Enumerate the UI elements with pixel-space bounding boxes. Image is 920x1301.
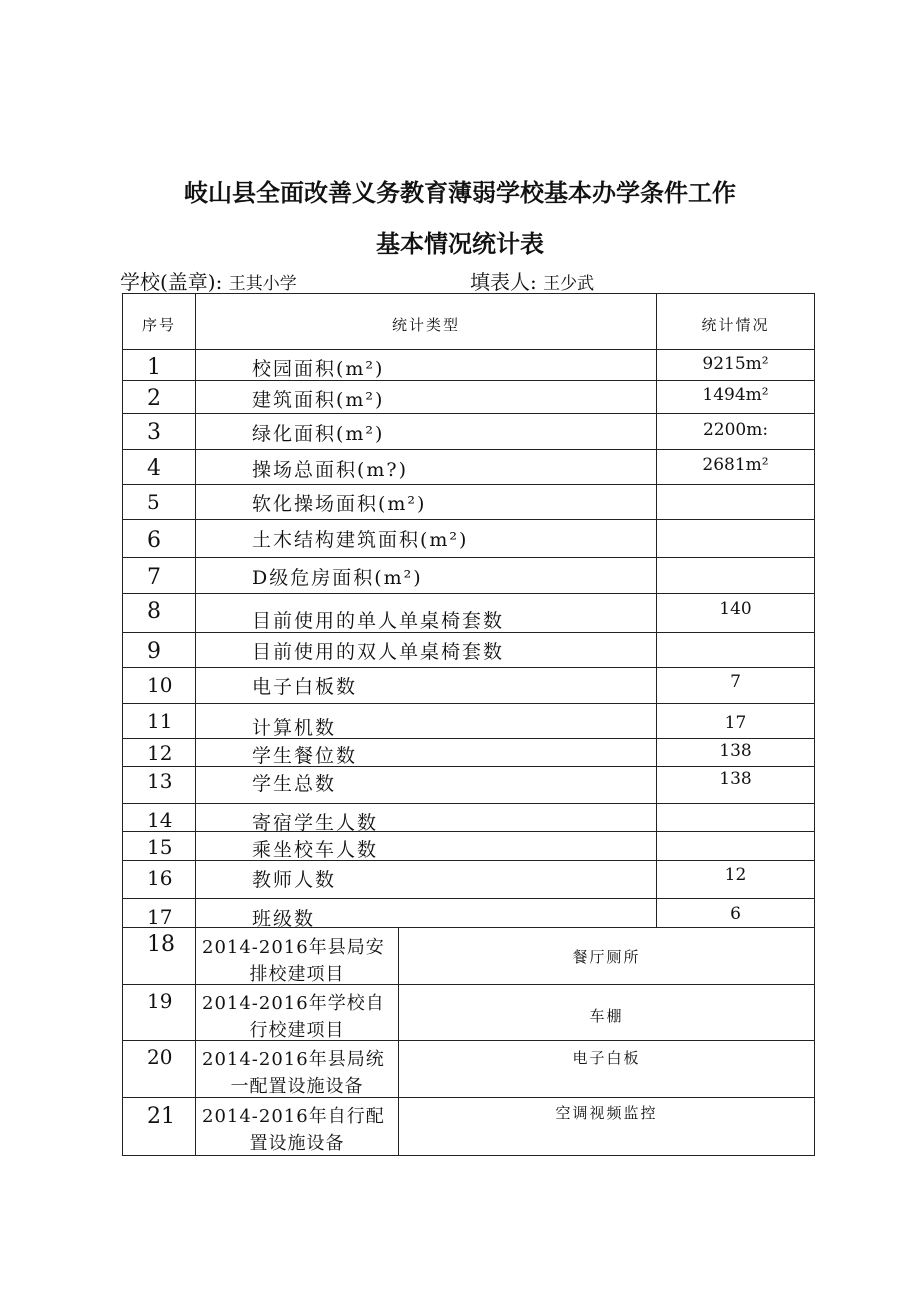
status-cell — [657, 668, 814, 703]
serial-cell — [123, 520, 196, 557]
type-cell — [196, 767, 657, 803]
serial-number: 5 — [147, 490, 160, 514]
serial-cell — [123, 1098, 196, 1155]
type-cell — [196, 804, 657, 834]
type-cell — [196, 704, 657, 738]
status-cell — [657, 739, 814, 766]
serial-number: 14 — [147, 808, 173, 832]
header-serial: 序号 — [141, 316, 176, 334]
project-type-cell — [196, 985, 399, 1040]
serial-number: 6 — [147, 528, 161, 553]
table-row — [123, 485, 814, 520]
status-value: 2200m: — [702, 420, 769, 440]
serial-cell — [123, 1041, 196, 1097]
status-cell — [657, 832, 814, 860]
filler-label: 填表人: — [470, 270, 537, 294]
project-type-line1: 2014-2016年学校自 — [202, 993, 385, 1014]
project-value-cell — [399, 928, 814, 984]
project-value: 餐厅厕所 — [572, 948, 641, 966]
serial-number: 21 — [147, 1104, 175, 1129]
serial-cell — [123, 704, 196, 738]
serial-number: 17 — [147, 905, 173, 929]
type-cell — [196, 414, 657, 449]
type-label: 学生总数 — [252, 773, 337, 795]
project-type-line1: 2014-2016年县局统 — [202, 1049, 385, 1070]
project-type-line2: 排校建项目 — [249, 964, 345, 985]
project-value-cell — [399, 985, 814, 1040]
status-cell — [657, 381, 814, 413]
school-name: 王其小学 — [228, 274, 297, 294]
project-row — [123, 985, 814, 1041]
type-label: 软化操场面积(m²) — [252, 493, 427, 515]
serial-number: 2 — [147, 386, 161, 411]
table-row — [123, 558, 814, 594]
project-type-label — [202, 990, 392, 1044]
table-header-row — [123, 294, 814, 350]
project-type-cell — [196, 928, 399, 984]
status-cell — [657, 414, 814, 449]
project-row — [123, 1041, 814, 1098]
serial-cell — [123, 450, 196, 484]
type-label: 乘坐校车人数 — [252, 839, 379, 861]
type-cell — [196, 520, 657, 557]
serial-number: 19 — [147, 989, 173, 1013]
document-title-line2: 基本情况统计表 — [376, 230, 544, 258]
serial-number: 9 — [147, 639, 161, 664]
table-row — [123, 861, 814, 899]
project-row — [123, 1098, 814, 1155]
type-label: 绿化面积(m²) — [252, 423, 385, 445]
serial-number: 10 — [147, 673, 173, 697]
document-title-line1: 岐山县全面改善义务教育薄弱学校基本办学条件工作 — [184, 179, 736, 207]
type-label: 学生餐位数 — [252, 745, 358, 767]
table-row — [123, 899, 814, 928]
table-row — [123, 832, 814, 861]
serial-number: 3 — [147, 420, 161, 445]
project-value: 电子白板 — [572, 1049, 641, 1067]
serial-cell — [123, 899, 196, 927]
project-value-cell — [399, 1041, 814, 1097]
serial-number: 15 — [147, 835, 173, 859]
status-cell — [657, 861, 814, 898]
project-type-cell — [196, 1041, 399, 1097]
type-label: 校园面积(m²) — [252, 358, 385, 380]
serial-cell — [123, 861, 196, 898]
type-label: 计算机数 — [252, 717, 337, 739]
status-cell — [657, 899, 814, 927]
table-row — [123, 414, 814, 450]
serial-cell — [123, 485, 196, 519]
serial-cell — [123, 558, 196, 593]
serial-number: 8 — [147, 599, 161, 624]
type-cell — [196, 832, 657, 860]
serial-number: 4 — [147, 456, 161, 481]
table-row — [123, 767, 814, 804]
type-label: 操场总面积(m?) — [252, 459, 409, 481]
type-label: 目前使用的单人单桌椅套数 — [252, 610, 505, 632]
type-cell — [196, 633, 657, 667]
project-type-label — [202, 934, 392, 988]
project-type-line1: 2014-2016年县局安 — [202, 937, 385, 958]
status-value: 1494m² — [702, 385, 769, 405]
type-cell — [196, 594, 657, 632]
status-value: 9215m² — [702, 354, 769, 374]
serial-cell — [123, 350, 196, 380]
serial-number: 11 — [147, 709, 173, 733]
serial-number: 1 — [147, 355, 161, 380]
header-type: 统计类型 — [391, 316, 460, 334]
status-value: 17 — [724, 713, 747, 733]
type-cell — [196, 739, 657, 766]
project-value-cell — [399, 1098, 814, 1155]
type-cell — [196, 861, 657, 898]
type-label: 建筑面积(m²) — [252, 389, 385, 411]
serial-cell — [123, 832, 196, 860]
type-cell — [196, 485, 657, 519]
type-label: 班级数 — [252, 908, 316, 930]
type-cell — [196, 668, 657, 703]
status-cell — [657, 804, 814, 831]
project-value: 车棚 — [589, 1007, 624, 1025]
table-row — [123, 594, 814, 633]
serial-number: 13 — [147, 769, 173, 793]
type-label: 目前使用的双人单桌椅套数 — [252, 641, 505, 663]
school-label: 学校(盖章): — [120, 270, 223, 294]
status-cell — [657, 594, 814, 632]
status-cell — [657, 450, 814, 484]
status-value: 6 — [730, 904, 741, 924]
serial-cell — [123, 928, 196, 984]
status-value: 138 — [719, 741, 752, 761]
type-cell — [196, 450, 657, 484]
type-cell — [196, 350, 657, 380]
table-row — [123, 381, 814, 414]
type-label: D级危房面积(m²) — [252, 567, 423, 589]
statistics-table — [122, 293, 815, 1156]
status-value: 138 — [719, 769, 752, 789]
serial-cell — [123, 804, 196, 831]
status-cell — [657, 520, 814, 557]
serial-cell — [123, 633, 196, 667]
project-type-label — [202, 1103, 392, 1157]
serial-cell — [123, 739, 196, 766]
serial-cell — [123, 594, 196, 632]
serial-cell — [123, 767, 196, 803]
table-row — [123, 450, 814, 485]
project-type-line2: 置设施设备 — [249, 1133, 345, 1154]
table-row — [123, 804, 814, 832]
project-type-line2: 一配置设施设备 — [230, 1076, 364, 1097]
type-cell — [196, 381, 657, 413]
header-status: 统计情况 — [701, 316, 770, 334]
table-row — [123, 520, 814, 558]
status-cell — [657, 633, 814, 667]
serial-number: 12 — [147, 741, 173, 765]
type-label: 电子白板数 — [252, 676, 358, 698]
project-type-label — [202, 1046, 392, 1100]
serial-cell — [123, 668, 196, 703]
status-cell — [657, 767, 814, 803]
status-cell — [657, 558, 814, 593]
serial-cell — [123, 985, 196, 1040]
filler-field — [470, 266, 594, 295]
school-field — [120, 266, 297, 295]
serial-number: 20 — [147, 1045, 173, 1069]
table-row — [123, 668, 814, 704]
table-row — [123, 350, 814, 381]
project-type-cell — [196, 1098, 399, 1155]
filler-name: 王少武 — [543, 274, 595, 294]
table-row — [123, 704, 814, 739]
project-row — [123, 928, 814, 985]
status-value: 12 — [724, 865, 747, 885]
type-label: 土木结构建筑面积(m²) — [252, 529, 469, 551]
serial-cell — [123, 381, 196, 413]
project-type-line1: 2014-2016年自行配 — [202, 1106, 385, 1127]
type-cell — [196, 899, 657, 930]
status-cell — [657, 704, 814, 738]
table-row — [123, 633, 814, 668]
type-label: 寄宿学生人数 — [252, 812, 379, 834]
status-cell — [657, 350, 814, 380]
serial-number: 16 — [147, 866, 173, 890]
serial-number: 18 — [147, 932, 175, 957]
status-value: 7 — [730, 672, 741, 692]
table-row — [123, 739, 814, 767]
status-value: 140 — [719, 599, 752, 619]
serial-cell — [123, 414, 196, 449]
project-type-line2: 行校建项目 — [249, 1020, 345, 1041]
status-value: 2681m² — [702, 455, 769, 475]
status-cell — [657, 485, 814, 519]
type-label: 教师人数 — [252, 869, 337, 891]
project-value: 空调视频监控 — [555, 1104, 658, 1122]
type-cell — [196, 558, 657, 593]
serial-number: 7 — [147, 565, 161, 590]
